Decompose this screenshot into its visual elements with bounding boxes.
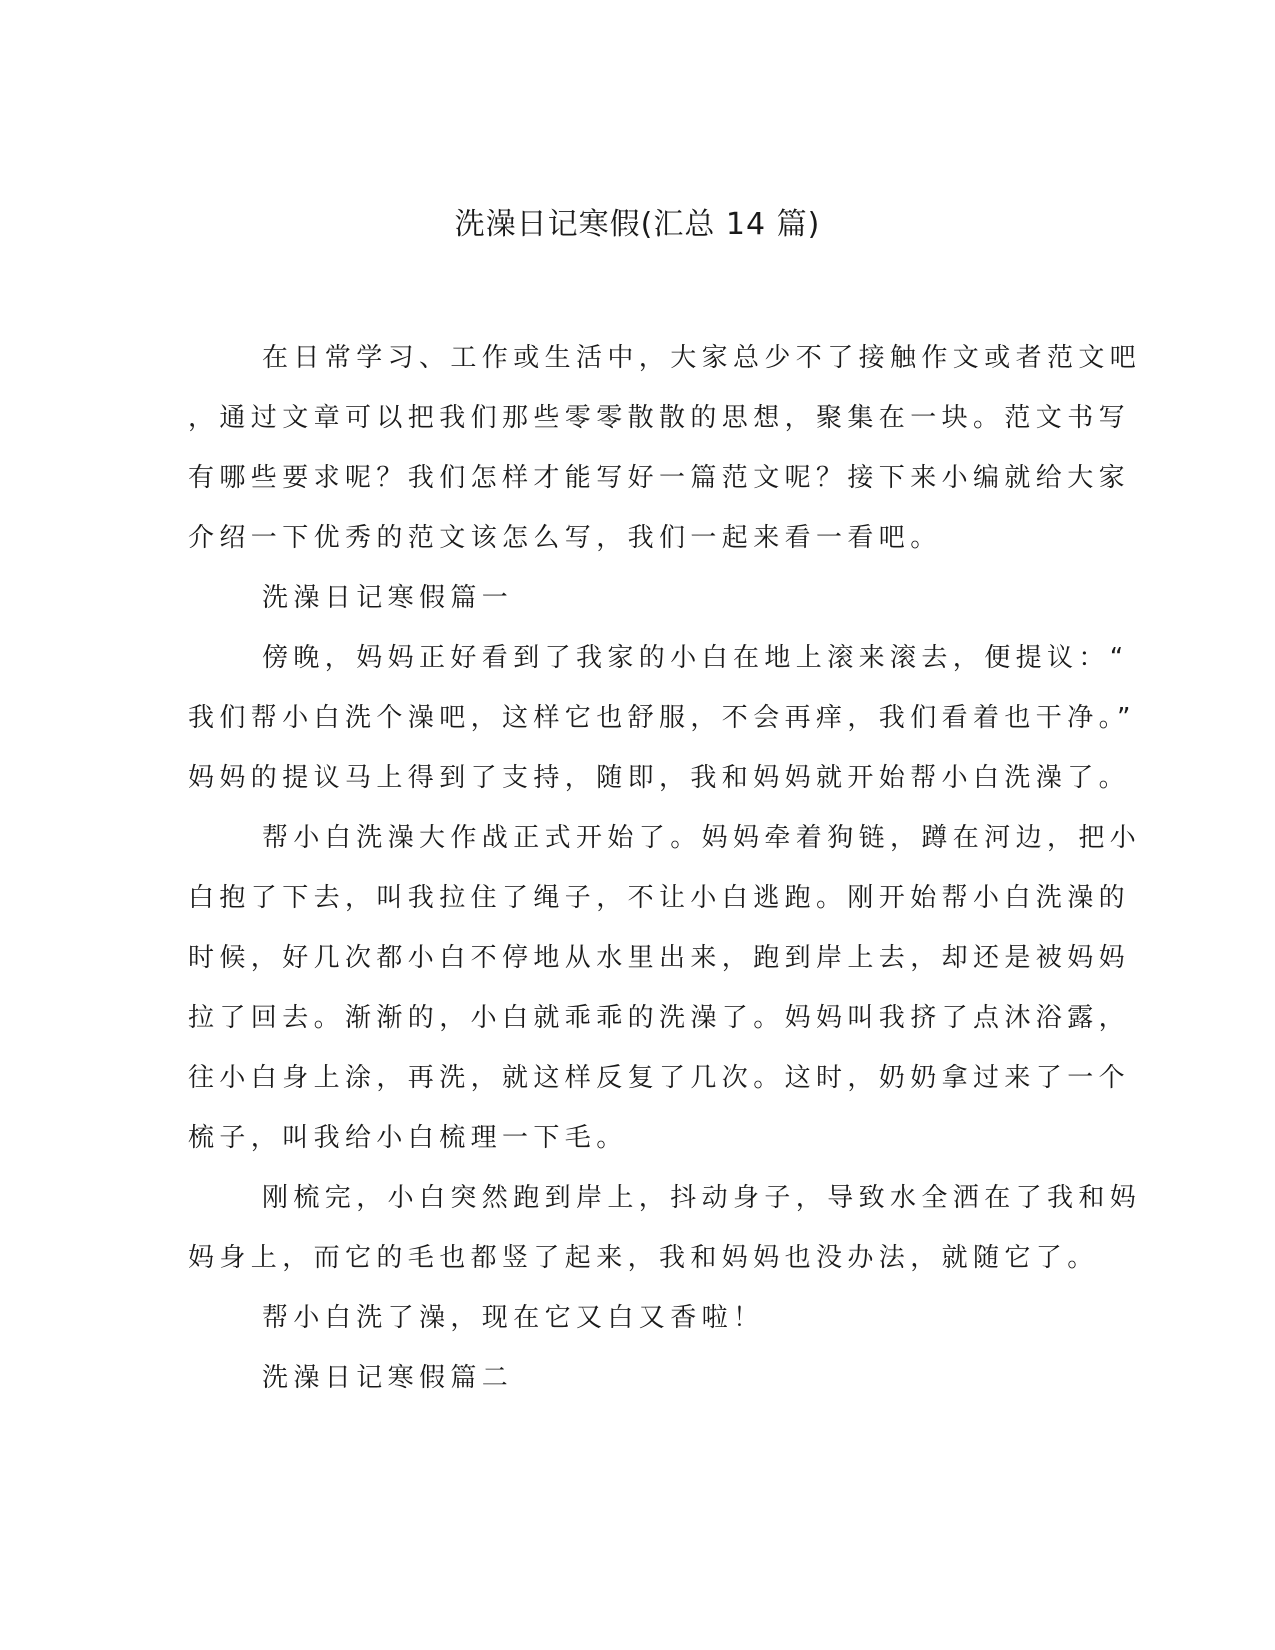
text-line: 有哪些要求呢？我们怎样才能写好一篇范文呢？接下来小编就给大家 xyxy=(188,463,1131,493)
text-line: 时候，好几次都小白不停地从水里出来，跑到岸上去，却还是被妈妈 xyxy=(188,943,1131,973)
document-body xyxy=(188,328,1142,1408)
text-line: 妈身上，而它的毛也都竖了起来，我和妈妈也没办法，就随它了。 xyxy=(188,1243,1099,1273)
text-line: 洗澡日记寒假篇一 xyxy=(262,583,514,613)
document-title: 洗澡日记寒假(汇总 14 篇) xyxy=(454,207,821,242)
text-line: 帮小白洗澡大作战正式开始了。妈妈牵着狗链，蹲在河边，把小 xyxy=(262,823,1142,853)
text-line: 往小白身上涂，再洗，就这样反复了几次。这时，奶奶拿过来了一个 xyxy=(188,1063,1131,1093)
text-line: 傍晚，妈妈正好看到了我家的小白在地上滚来滚去，便提议：“ xyxy=(262,643,1129,673)
text-line: 在日常学习、工作或生活中，大家总少不了接触作文或者范文吧 xyxy=(262,343,1142,373)
text-line: 洗澡日记寒假篇二 xyxy=(262,1363,514,1393)
text-line: 我们帮小白洗个澡吧，这样它也舒服，不会再痒，我们看着也干净。” xyxy=(188,703,1136,733)
text-line: 妈妈的提议马上得到了支持，随即，我和妈妈就开始帮小白洗澡了。 xyxy=(188,763,1131,793)
text-line: 帮小白洗了澡，现在它又白又香啦！ xyxy=(262,1303,765,1333)
text-line: 介绍一下优秀的范文该怎么写，我们一起来看一看吧。 xyxy=(188,523,942,553)
text-line: 白抱了下去，叫我拉住了绳子，不让小白逃跑。刚开始帮小白洗澡的 xyxy=(188,883,1131,913)
text-line: 拉了回去。渐渐的，小白就乖乖的洗澡了。妈妈叫我挤了点沐浴露， xyxy=(188,1003,1131,1033)
text-line: 梳子，叫我给小白梳理一下毛。 xyxy=(188,1123,628,1153)
text-line: 刚梳完，小白突然跑到岸上，抖动身子，导致水全洒在了我和妈 xyxy=(262,1183,1142,1213)
text-line: ，通过文章可以把我们那些零零散散的思想，聚集在一块。范文书写 xyxy=(188,403,1131,433)
